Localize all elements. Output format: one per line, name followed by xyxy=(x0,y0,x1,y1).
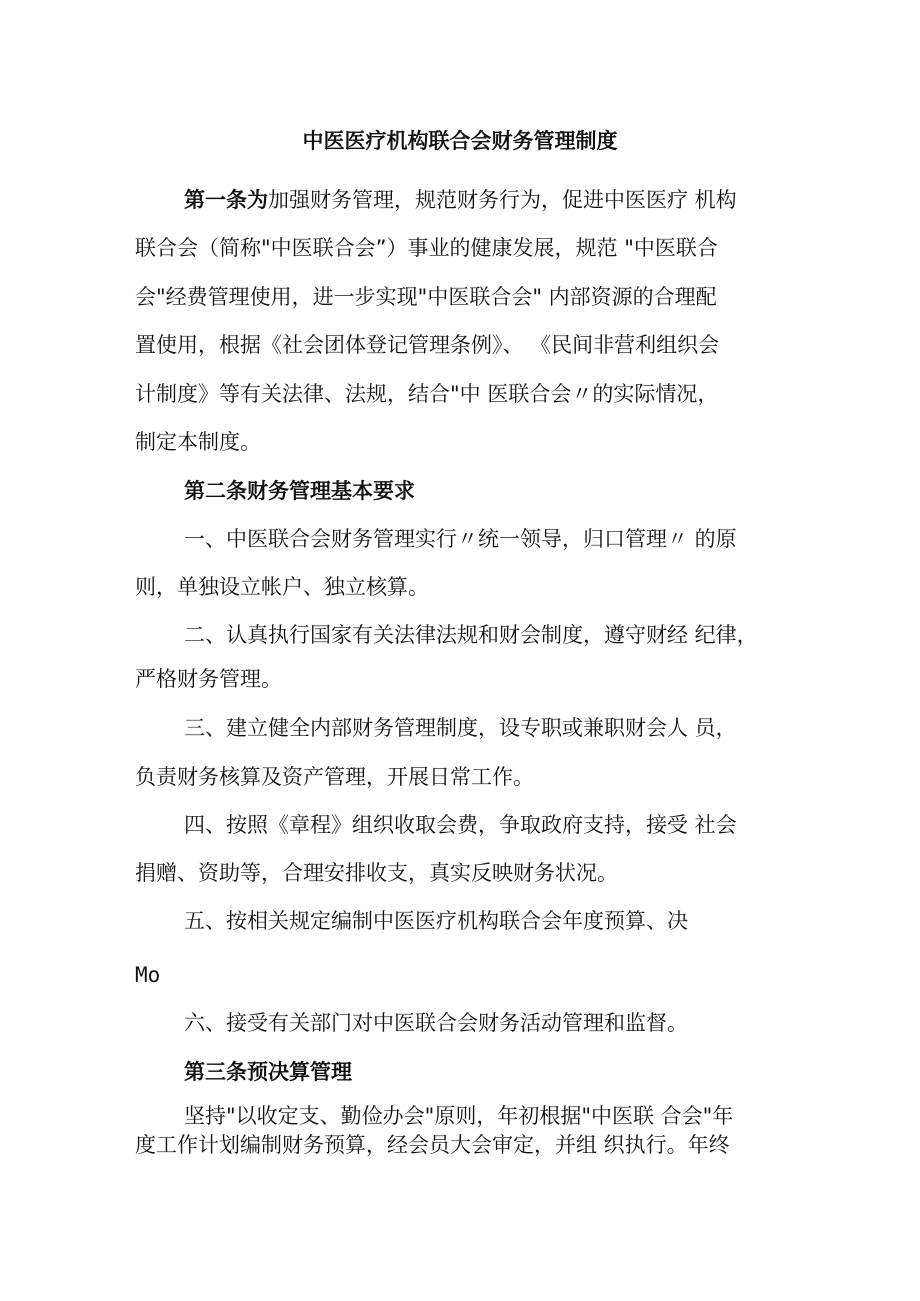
article-3-line-1: 坚持"以收定支、勤俭办会"原则，年初根据"中医联 合会"年 xyxy=(184,1104,734,1128)
article-1-line-5: 计制度》等有关法律、法规，结合"中 医联合会〃的实际情况， xyxy=(135,382,719,406)
article-1-line-4: 置使用，根据《社会团体登记管理条例》、 《民间非营利组织会 xyxy=(135,333,720,357)
article-2-item-2-line-1: 二、认真执行国家有关法律法规和财会制度，遵守财经 纪律， xyxy=(184,623,758,647)
article-2-item-6-line-1: 六、接受有关部门对中医联合会财务活动管理和监督。 xyxy=(184,1011,688,1035)
article-2-item-2-line-2: 严格财务管理。 xyxy=(135,667,282,691)
article-2-item-3-line-2: 负责财务核算及资产管理，开展日常工作。 xyxy=(135,765,534,789)
article-1-line-3: 会"经费管理使用，进一步实现"中医联合会" 内部资源的合理配 xyxy=(135,285,717,309)
article-1-line-6: 制定本制度。 xyxy=(135,430,261,454)
article-2-heading: 第二条财务管理基本要求 xyxy=(184,479,415,503)
article-1-line-1 xyxy=(184,183,737,217)
document-title: 中医医疗机构联合会财务管理制度 xyxy=(302,129,618,153)
article-2-item-3-line-1: 三、建立健全内部财务管理制度，设专职或兼职财会人 员， xyxy=(184,716,737,740)
article-1-line-1-text: 加强财务管理，规范财务行为，促进中医医疗 机构 xyxy=(268,188,737,212)
article-2-item-1-line-2: 则，单独设立帐户、独立核算。 xyxy=(135,575,429,599)
article-1-line-2: 联合会（简称"中医联合会”）事业的健康发展，规范 "中医联合 xyxy=(135,236,718,260)
article-2-item-4-line-2: 捐赠、资助等，合理安排收支，真实反映财务状况。 xyxy=(135,861,618,885)
article-3-line-2: 度工作计划编制财务预算，经会员大会审定，并组 织执行。年终 xyxy=(135,1133,730,1157)
article-2-item-1-line-1: 一、中医联合会财务管理实行〃统一领导，归口管理〃 的原 xyxy=(184,527,737,551)
article-1-heading: 第一条为 xyxy=(184,188,268,212)
article-2-item-5-line-1: 五、按相关规定编制中医医疗机构联合会年度预算、决 xyxy=(184,909,688,933)
article-2-item-4-line-1: 四、按照《章程》组织收取会费，争取政府支持，接受 社会 xyxy=(184,813,737,837)
article-3-heading: 第三条预决算管理 xyxy=(184,1060,352,1084)
article-2-item-5-line-2: Mo xyxy=(135,963,161,987)
